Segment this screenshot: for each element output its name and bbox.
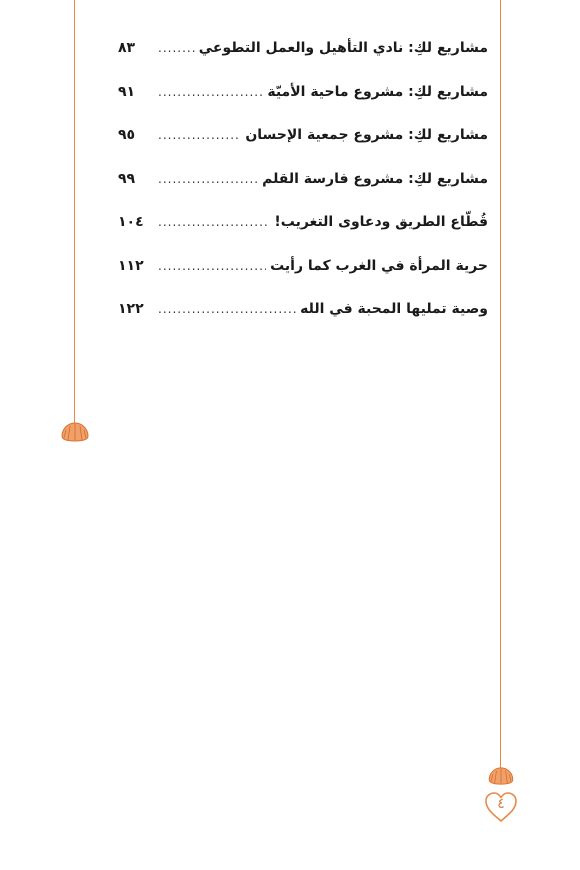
toc-entry-page: ٩١ (118, 83, 136, 100)
toc-entry-title: مشاريع لكِ: مشروع جمعية الإحسان (245, 127, 488, 143)
toc-entry[interactable] (118, 301, 488, 345)
toc-entry-title: وصية تمليها المحبة في الله (300, 301, 488, 317)
toc-leader-dots (158, 302, 296, 316)
toc-entry-page: ٨٣ (118, 40, 136, 56)
toc-leader-dots (158, 41, 195, 55)
toc-leader-dots (158, 172, 258, 186)
toc-leader-dots (158, 259, 266, 273)
toc-entry-title: مشاريع لكِ: مشروع فارسة القلم (262, 170, 488, 187)
toc-entry[interactable] (118, 84, 488, 128)
toc-entry-page: ١١٢ (118, 257, 144, 274)
toc-entry-page: ٩٩ (118, 170, 136, 187)
toc-leader-dots (158, 128, 241, 142)
toc-entry-title: مشاريع لكِ: مشروع ماحية الأميّة (267, 83, 488, 100)
table-of-contents (118, 40, 488, 345)
toc-entry-title: مشاريع لكِ: نادي التأهيل والعمل التطوعي (198, 40, 488, 56)
page-number-badge (483, 790, 519, 824)
toc-entry-page: ١٢٢ (118, 301, 144, 317)
toc-leader-dots (158, 85, 263, 99)
toc-entry-title: حرية المرأة في الغرب كما رأيت (270, 257, 488, 274)
toc-entry[interactable] (118, 40, 488, 84)
decorative-thread-left (74, 0, 75, 424)
toc-entry[interactable] (118, 214, 488, 258)
toc-entry-page: ٩٥ (118, 127, 136, 143)
toc-entry[interactable] (118, 127, 488, 171)
page-number: ٤ (497, 796, 505, 812)
shell-ornament-icon (60, 421, 90, 443)
toc-entry[interactable] (118, 171, 488, 215)
shell-ornament-icon (487, 766, 515, 786)
decorative-thread-right (500, 0, 501, 768)
toc-entry-page: ١٠٤ (118, 214, 144, 230)
toc-entry-title: قُطّاع الطريق ودعاوى التغريب! (274, 214, 488, 230)
toc-leader-dots (158, 215, 270, 229)
toc-entry[interactable] (118, 258, 488, 302)
